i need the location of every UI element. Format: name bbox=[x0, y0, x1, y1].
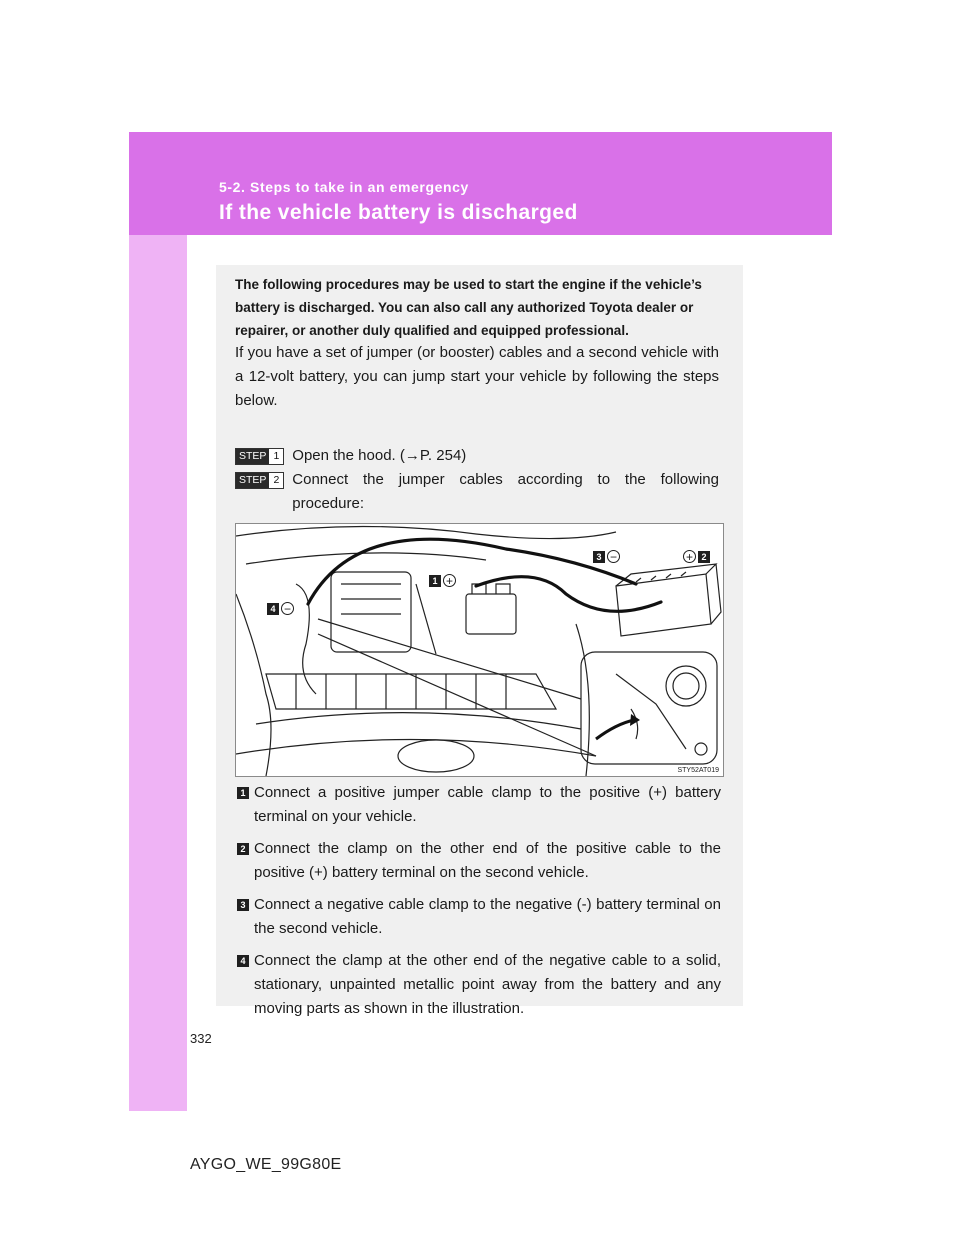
section-label: 5-2. Steps to take in an emergency bbox=[219, 179, 469, 195]
item-number-badge: 4 bbox=[237, 955, 249, 967]
item-text: Connect a positive jumper cable clamp to the positive (+) battery terminal on your vehicle. bbox=[254, 784, 721, 825]
plus-terminal-icon: + bbox=[443, 574, 456, 587]
step-badge: STEP 2 bbox=[235, 472, 284, 489]
chapter-header-band bbox=[129, 132, 832, 235]
item-number-badge: 3 bbox=[237, 899, 249, 911]
plus-terminal-icon: + bbox=[683, 550, 696, 563]
step-text: Connect the jumper cables according to the following procedure: bbox=[292, 471, 719, 512]
list-item bbox=[237, 837, 721, 885]
step-1 bbox=[235, 444, 719, 468]
body-text: If you have a set of jumper (or booster) cables and a second vehicle with a 12-volt battery, you can jump start your vehicle by following the steps below. bbox=[235, 344, 719, 409]
item-text: Connect a negative cable clamp to the negative (-) battery terminal on the second vehicle. bbox=[254, 896, 721, 937]
minus-terminal-icon: − bbox=[607, 550, 620, 563]
engine-bay-drawing bbox=[236, 524, 723, 776]
figure-code: STY52AT019 bbox=[677, 767, 719, 774]
callout-1: 1 + bbox=[429, 574, 458, 587]
callout-4: 4 − bbox=[267, 602, 296, 615]
callout-2: + 2 bbox=[681, 550, 710, 563]
document-code: AYGO_WE_99G80E bbox=[190, 1156, 342, 1173]
list-item bbox=[237, 949, 721, 1021]
jump-start-illustration bbox=[235, 523, 724, 777]
item-number-badge: 2 bbox=[237, 843, 249, 855]
content-panel bbox=[216, 265, 743, 1017]
step-text: Open the hood. (→P. 254) bbox=[292, 447, 467, 464]
minus-terminal-icon: − bbox=[281, 602, 294, 615]
chapter-sidebar-band bbox=[129, 235, 187, 1111]
item-text: Connect the clamp at the other end of the negative cable to a solid, stationary, unpainted metallic point away from the battery and any moving parts as shown in the illustration. bbox=[254, 952, 721, 1017]
page-title: If the vehicle battery is discharged bbox=[219, 201, 578, 224]
callout-3: 3 − bbox=[593, 550, 622, 563]
item-text: Connect the clamp on the other end of the positive cable to the positive (+) battery terminal on the second vehicle. bbox=[254, 840, 721, 881]
list-item bbox=[237, 781, 721, 829]
step-2 bbox=[235, 468, 719, 516]
procedure-list bbox=[237, 781, 721, 1029]
item-number-badge: 1 bbox=[237, 787, 249, 799]
step-badge: STEP 1 bbox=[235, 448, 284, 465]
intro-text: The following procedures may be used to start the engine if the vehicle’s battery is discharged. You can also call any authorized Toyota dealer or repairer, or another duly qualified and equipped professional. bbox=[235, 277, 702, 338]
page-number: 332 bbox=[190, 1031, 212, 1046]
list-item bbox=[237, 893, 721, 941]
